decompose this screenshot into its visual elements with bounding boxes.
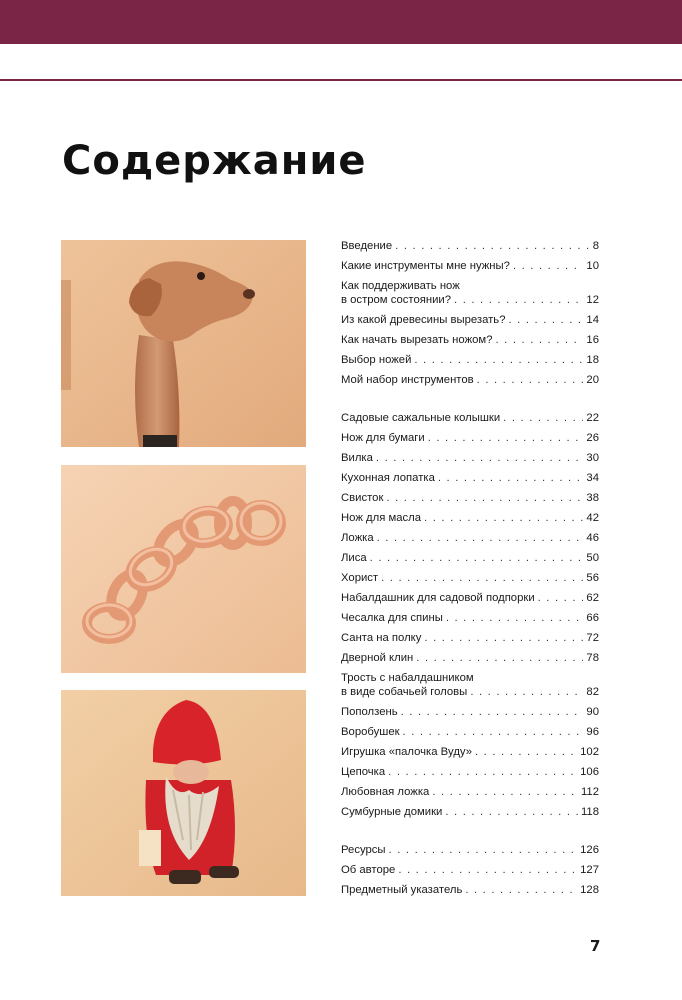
- toc-entry[interactable]: Нож для масла . . . 42: [341, 505, 599, 525]
- toc-entry[interactable]: Как начать вырезать ножом? . . . 16: [341, 327, 599, 347]
- toc-entry[interactable]: Сумбурные домики . . . 118: [341, 799, 599, 819]
- wooden-chain-photo: [61, 465, 306, 673]
- page-number: 7: [590, 937, 601, 955]
- toc-entry[interactable]: Ложка . . . 46: [341, 525, 599, 545]
- toc-entry[interactable]: Свисток . . . 38: [341, 485, 599, 505]
- toc-group-appendix: [341, 837, 599, 897]
- toc-entry[interactable]: Вилка . . . 30: [341, 445, 599, 465]
- toc-entry[interactable]: Цепочка . . . 106: [341, 759, 599, 779]
- toc-entry[interactable]: Об авторе . . . 127: [341, 857, 599, 877]
- dog-head-carving-photo: [61, 240, 306, 447]
- toc-entry[interactable]: Набалдашник для садовой подпорки . . . 62: [341, 585, 599, 605]
- toc-entry[interactable]: Ресурсы . . . 126: [341, 837, 599, 857]
- toc-entry[interactable]: Воробушек . . . 96: [341, 719, 599, 739]
- header-band: [0, 0, 682, 44]
- toc-entry[interactable]: Игрушка «палочка Вуду» . . . 102: [341, 739, 599, 759]
- toc-entry[interactable]: Мой набор инструментов . . . 20: [341, 367, 599, 387]
- gnome-figure-photo: [61, 690, 306, 896]
- toc-entry[interactable]: Введение . . . 8: [341, 233, 599, 253]
- toc-entry[interactable]: Любовная ложка . . . 112: [341, 779, 599, 799]
- toc-entry[interactable]: Лиса . . . 50: [341, 545, 599, 565]
- toc-entry[interactable]: Хорист . . . 56: [341, 565, 599, 585]
- toc-entry[interactable]: Садовые сажальные колышки . . . 22: [341, 405, 599, 425]
- toc-entry[interactable]: Из какой древесины вырезать? . . . 14: [341, 307, 599, 327]
- toc-entry[interactable]: Трость с набалдашником в виде собачьей головы . . . 82: [341, 665, 599, 699]
- toc-entry[interactable]: Дверной клин . . . 78: [341, 645, 599, 665]
- toc-entry[interactable]: Поползень . . . 90: [341, 699, 599, 719]
- toc-entry[interactable]: Как поддерживать нож в остром состоянии? . . . 12: [341, 273, 599, 307]
- table-of-contents: [341, 233, 599, 897]
- toc-group-introduction: [341, 233, 599, 387]
- toc-entry[interactable]: Кухонная лопатка . . . 34: [341, 465, 599, 485]
- toc-entry[interactable]: Выбор ножей . . . 18: [341, 347, 599, 367]
- header-rule: [0, 79, 682, 81]
- toc-entry[interactable]: Санта на полку . . . 72: [341, 625, 599, 645]
- toc-entry[interactable]: Какие инструменты мне нужны? . . . 10: [341, 253, 599, 273]
- page-title: Содержание: [62, 138, 367, 184]
- toc-group-projects: [341, 405, 599, 819]
- toc-entry[interactable]: Чесалка для спины . . . 66: [341, 605, 599, 625]
- toc-entry[interactable]: Нож для бумаги . . . 26: [341, 425, 599, 445]
- toc-entry[interactable]: Предметный указатель . . . 128: [341, 877, 599, 897]
